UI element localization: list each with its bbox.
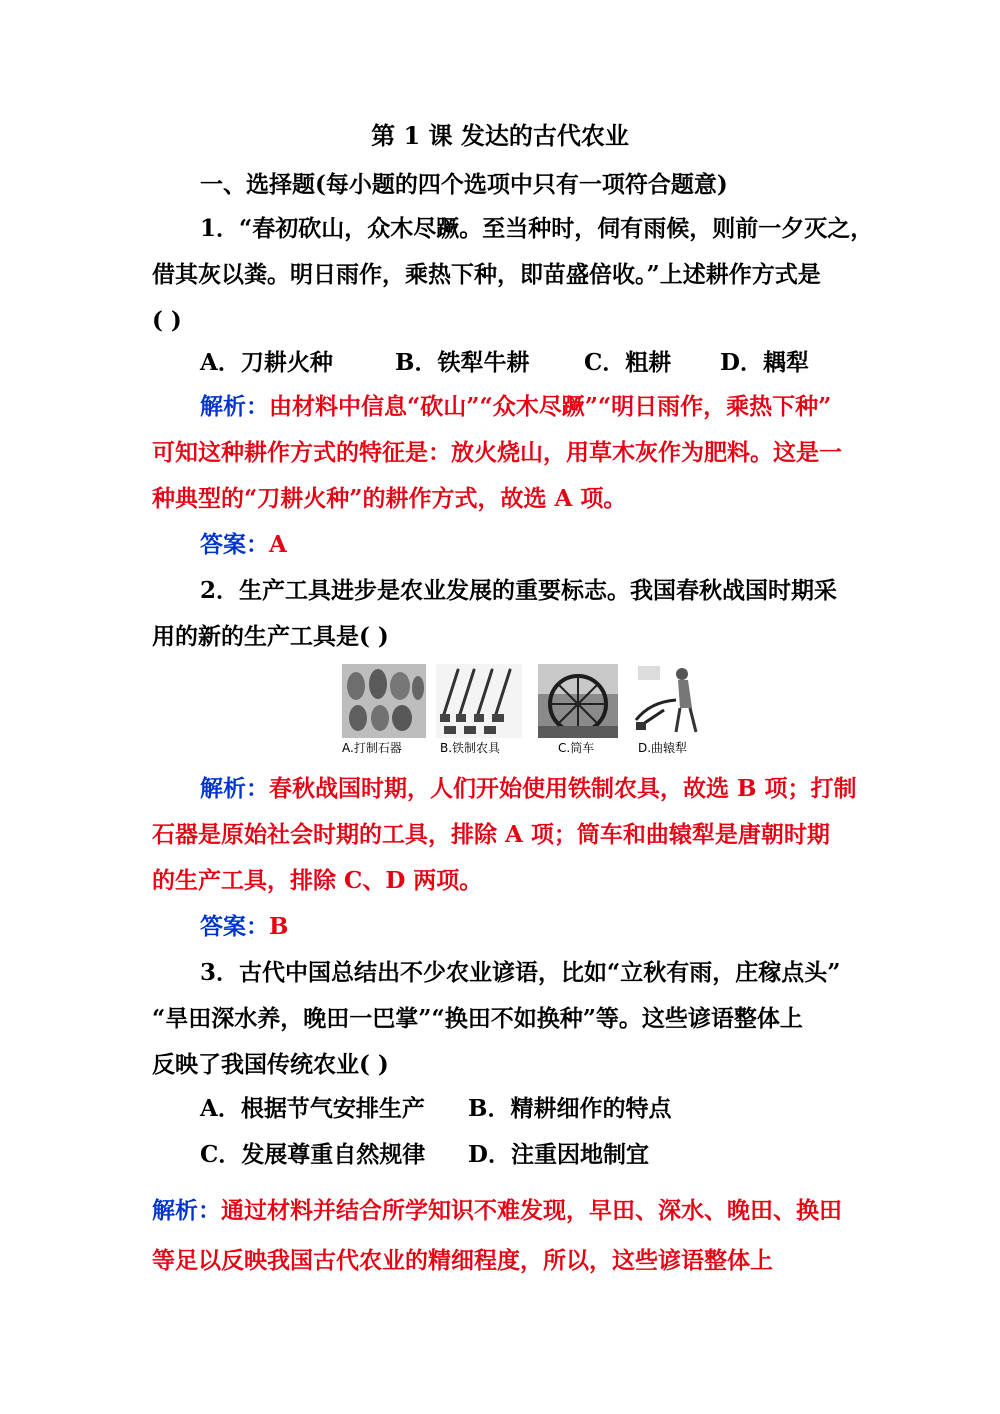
caption-a: A.打制石器 bbox=[342, 741, 402, 755]
q1-analysis-line-3: 种典型的“刀耕火种”的耕作方式，故选 A 项。 bbox=[152, 485, 627, 512]
q1-answer-label: 答案： bbox=[200, 531, 269, 558]
q3-option-d: D．注重因地制宜 bbox=[468, 1141, 649, 1168]
plough-image bbox=[630, 664, 710, 738]
iron-tools-image bbox=[436, 664, 522, 738]
q3-analysis-label: 解析： bbox=[152, 1197, 221, 1224]
q1-answer bbox=[200, 528, 850, 562]
caption-d: D.曲辕犁 bbox=[638, 741, 688, 755]
q1-analysis-line-2: 可知这种耕作方式的特征是：放火烧山，用草木灰作为肥料。这是一 bbox=[152, 439, 842, 466]
water-wheel-image bbox=[538, 664, 618, 738]
page-title: 第 1 课 发达的古代农业 bbox=[371, 121, 629, 150]
section-heading: 一、选择题(每小题的四个选项中只有一项符合题意) bbox=[200, 171, 728, 198]
q2-stem-line-1: 2．生产工具进步是农业发展的重要标志。我国春秋战国时期采 bbox=[200, 577, 838, 604]
q1-option-b: B．铁犁牛耕 bbox=[395, 349, 530, 376]
q1-option-c: C．粗耕 bbox=[584, 349, 672, 376]
q1-stem-line-1: 1．“春初砍山，众木尽蹶。至当种时，伺有雨候，则前一夕灭之， bbox=[200, 215, 874, 242]
q2-analysis-line-1 bbox=[200, 772, 857, 806]
q3-stem-line-1: 3．古代中国总结出不少农业谚语，比如“立秋有雨，庄稼点头” bbox=[200, 959, 841, 986]
q2-analysis-label: 解析： bbox=[200, 775, 269, 802]
caption-b: B.铁制农具 bbox=[440, 741, 501, 755]
q2-answer-label: 答案： bbox=[200, 913, 269, 940]
q2-analysis-text-1: 春秋战国时期，人们开始使用铁制农具，故选 B 项；打制 bbox=[269, 775, 857, 802]
q2-analysis-line-2: 石器是原始社会时期的工具，排除 A 项；筒车和曲辕犁是唐朝时期 bbox=[152, 821, 830, 848]
q2-answer-value: B bbox=[269, 913, 289, 940]
q1-analysis-line-1 bbox=[200, 390, 850, 424]
q3-analysis-text-1: 通过材料并结合所学知识不难发现，早田、深水、晚田、换田 bbox=[221, 1197, 842, 1224]
q3-analysis-line-2: 等足以反映我国古代农业的精细程度，所以，这些谚语整体上 bbox=[152, 1247, 773, 1274]
q2-stem-line-2: 用的新的生产工具是( ) bbox=[152, 623, 389, 650]
q3-stem-line-2: “旱田深水养，晚田一巴掌”“换田不如换种”等。这些谚语整体上 bbox=[152, 1005, 803, 1032]
q2-answer bbox=[200, 910, 850, 944]
q1-option-d: D．耦犁 bbox=[720, 349, 809, 376]
q3-option-a: A．根据节气安排生产 bbox=[200, 1095, 425, 1122]
q3-option-b: B．精耕细作的特点 bbox=[468, 1095, 672, 1122]
q3-analysis-line-1 bbox=[152, 1194, 852, 1228]
q2-analysis-line-3: 的生产工具，排除 C、D 两项。 bbox=[152, 867, 483, 894]
stone-tools-image bbox=[342, 664, 426, 738]
q2-tool-images bbox=[340, 664, 710, 764]
caption-c: C.筒车 bbox=[558, 741, 595, 755]
q1-option-a: A．刀耕火种 bbox=[200, 349, 333, 376]
q1-analysis-text-1: 由材料中信息“砍山”“众木尽蹶”“明日雨作，乘热下种” bbox=[269, 393, 832, 420]
q1-answer-value: A bbox=[269, 531, 287, 558]
q1-stem-line-3: ( ) bbox=[152, 307, 182, 334]
q3-option-c: C．发展尊重自然规律 bbox=[200, 1141, 426, 1168]
q1-stem-line-2: 借其灰以粪。明日雨作，乘热下种，即苗盛倍收。”上述耕作方式是 bbox=[152, 261, 821, 288]
q1-analysis-label: 解析： bbox=[200, 393, 269, 420]
q3-stem-line-3: 反映了我国传统农业( ) bbox=[152, 1051, 389, 1078]
